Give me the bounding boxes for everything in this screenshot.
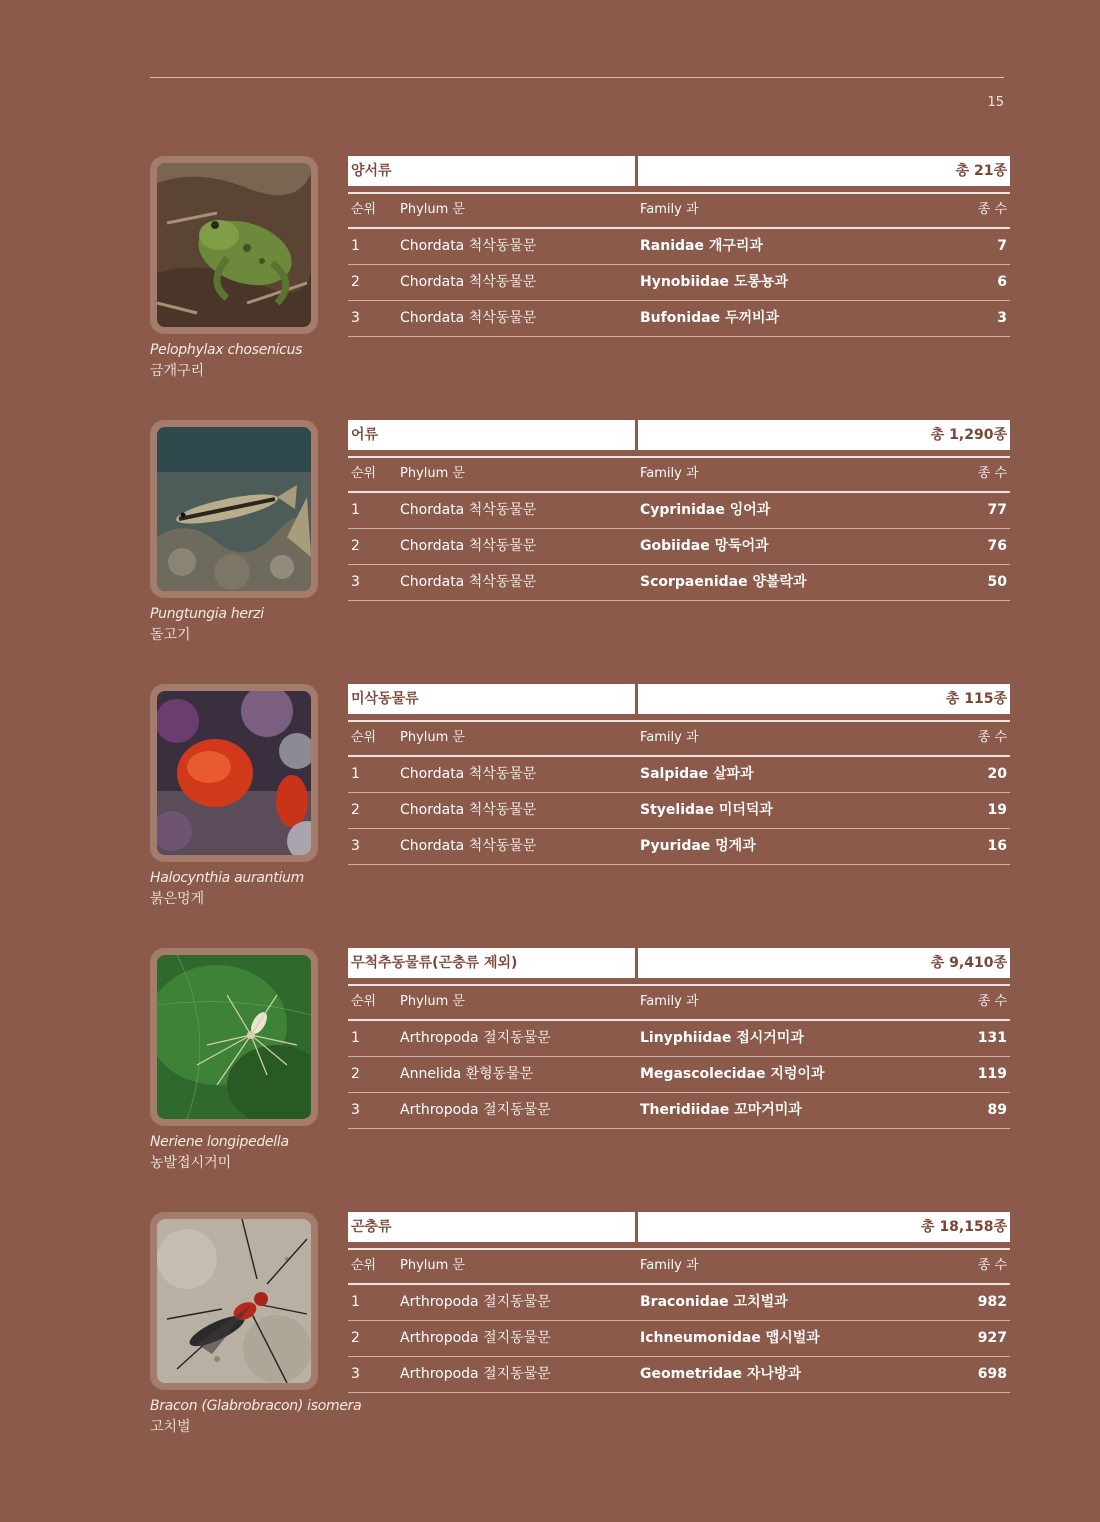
header-family: Family 과 — [640, 466, 699, 481]
photo-frame — [150, 156, 318, 334]
header-family: Family 과 — [640, 730, 699, 745]
korean-name: 금개구리 — [150, 363, 205, 379]
scientific-name: Neriene longipedella — [150, 1134, 289, 1150]
photo-caption — [150, 604, 264, 646]
table-header — [348, 456, 1010, 493]
korean-name: 농발접시거미 — [150, 1155, 232, 1171]
category-title: 어류 — [348, 420, 635, 450]
rank-cell: 3 — [351, 1366, 360, 1382]
table-row — [348, 229, 1010, 265]
scientific-name: Halocynthia aurantium — [150, 870, 304, 886]
count-cell: 16 — [987, 838, 1007, 854]
photo-frame — [150, 684, 318, 862]
photo-caption — [150, 1396, 361, 1438]
rank-cell: 2 — [351, 538, 360, 554]
category-title: 무척추동물류(곤충류 제외) — [348, 948, 635, 978]
family-cell: Braconidae 고치벌과 — [640, 1294, 788, 1310]
table-header — [348, 984, 1010, 1021]
family-cell: Salpidae 살파과 — [640, 766, 754, 782]
count-cell: 3 — [997, 310, 1007, 326]
count-cell: 6 — [997, 274, 1007, 290]
table-title-row — [348, 420, 1010, 452]
count-cell: 89 — [987, 1102, 1007, 1118]
table-row — [348, 1321, 1010, 1357]
family-cell: Megascolecidae 지렁이과 — [640, 1066, 825, 1082]
table-row — [348, 793, 1010, 829]
rank-cell: 3 — [351, 310, 360, 326]
family-cell: Bufonidae 두꺼비과 — [640, 310, 780, 326]
top-rule — [150, 77, 1004, 78]
phylum-cell: Chordata 척삭동물문 — [400, 310, 537, 326]
count-cell: 927 — [977, 1330, 1007, 1346]
family-cell: Scorpaenidae 양볼락과 — [640, 574, 807, 590]
table-row — [348, 1057, 1010, 1093]
table-title-row — [348, 948, 1010, 980]
rank-cell: 2 — [351, 1330, 360, 1346]
family-cell: Styelidae 미더덕과 — [640, 802, 773, 818]
rank-cell: 1 — [351, 1294, 360, 1310]
header-count: 종 수 — [977, 466, 1007, 481]
header-phylum: Phylum 문 — [400, 1258, 465, 1273]
spider-photo — [157, 955, 311, 1119]
count-cell: 77 — [987, 502, 1007, 518]
header-count: 종 수 — [977, 730, 1007, 745]
table-row — [348, 757, 1010, 793]
table-row — [348, 1093, 1010, 1129]
rank-cell: 1 — [351, 238, 360, 254]
section-fish — [0, 420, 1100, 670]
header-rank: 순위 — [351, 466, 377, 481]
table-header — [348, 1248, 1010, 1285]
table-title-row — [348, 1212, 1010, 1244]
photo-frame — [150, 948, 318, 1126]
rank-cell: 3 — [351, 838, 360, 854]
species-table — [348, 156, 1010, 337]
photo-caption — [150, 1132, 289, 1174]
phylum-cell: Chordata 척삭동물문 — [400, 238, 537, 254]
total-count: 총 1,290종 — [638, 420, 1010, 450]
family-cell: Ichneumonidae 맵시벌과 — [640, 1330, 820, 1346]
page-number: 15 — [987, 95, 1004, 110]
korean-name: 붉은멍게 — [150, 891, 205, 907]
sea-squirt-photo — [157, 691, 311, 855]
total-count: 총 9,410종 — [638, 948, 1010, 978]
rank-cell: 1 — [351, 1030, 360, 1046]
scientific-name: Pungtungia herzi — [150, 606, 264, 622]
count-cell: 119 — [977, 1066, 1007, 1082]
section-invertebrates — [0, 948, 1100, 1198]
section-insects — [0, 1212, 1100, 1462]
header-rank: 순위 — [351, 1258, 377, 1273]
phylum-cell: Arthropoda 절지동물문 — [400, 1294, 551, 1310]
count-cell: 982 — [977, 1294, 1007, 1310]
section-tunicates — [0, 684, 1100, 934]
header-rank: 순위 — [351, 730, 377, 745]
family-cell: Ranidae 개구리과 — [640, 238, 763, 254]
header-rank: 순위 — [351, 994, 377, 1009]
table-row — [348, 301, 1010, 337]
family-cell: Linyphiidae 접시거미과 — [640, 1030, 804, 1046]
family-cell: Theridiidae 꼬마거미과 — [640, 1102, 802, 1118]
korean-name: 돌고기 — [150, 627, 191, 643]
count-cell: 50 — [987, 574, 1007, 590]
rank-cell: 3 — [351, 574, 360, 590]
table-row — [348, 265, 1010, 301]
rank-cell: 3 — [351, 1102, 360, 1118]
rank-cell: 1 — [351, 766, 360, 782]
count-cell: 19 — [987, 802, 1007, 818]
count-cell: 76 — [987, 538, 1007, 554]
phylum-cell: Chordata 척삭동물문 — [400, 574, 537, 590]
count-cell: 7 — [997, 238, 1007, 254]
family-cell: Pyuridae 멍게과 — [640, 838, 756, 854]
phylum-cell: Arthropoda 절지동물문 — [400, 1330, 551, 1346]
species-table — [348, 420, 1010, 601]
family-cell: Geometridae 자나방과 — [640, 1366, 802, 1382]
phylum-cell: Chordata 척삭동물문 — [400, 274, 537, 290]
count-cell: 698 — [977, 1366, 1007, 1382]
table-row — [348, 529, 1010, 565]
header-family: Family 과 — [640, 1258, 699, 1273]
table-header — [348, 720, 1010, 757]
table-row — [348, 493, 1010, 529]
photo-frame — [150, 420, 318, 598]
rank-cell: 2 — [351, 274, 360, 290]
rank-cell: 2 — [351, 1066, 360, 1082]
scientific-name: Bracon (Glabrobracon) isomera — [150, 1398, 362, 1414]
count-cell: 131 — [977, 1030, 1007, 1046]
table-row — [348, 1021, 1010, 1057]
header-family: Family 과 — [640, 994, 699, 1009]
rank-cell: 1 — [351, 502, 360, 518]
header-count: 종 수 — [977, 994, 1007, 1009]
table-title-row — [348, 684, 1010, 716]
phylum-cell: Annelida 환형동물문 — [400, 1066, 534, 1082]
family-cell: Hynobiidae 도롱뇽과 — [640, 274, 788, 290]
phylum-cell: Chordata 척삭동물문 — [400, 538, 537, 554]
species-table — [348, 948, 1010, 1129]
phylum-cell: Arthropoda 절지동물문 — [400, 1102, 551, 1118]
wasp-photo — [157, 1219, 311, 1383]
category-title: 양서류 — [348, 156, 635, 186]
photo-caption — [150, 340, 302, 382]
species-table — [348, 1212, 1010, 1393]
frog-photo — [157, 163, 311, 327]
photo-caption — [150, 868, 304, 910]
header-count: 종 수 — [977, 1258, 1007, 1273]
phylum-cell: Chordata 척삭동물문 — [400, 802, 537, 818]
header-phylum: Phylum 문 — [400, 730, 465, 745]
header-count: 종 수 — [977, 202, 1007, 217]
header-phylum: Phylum 문 — [400, 202, 465, 217]
total-count: 총 21종 — [638, 156, 1010, 186]
species-table — [348, 684, 1010, 865]
table-header — [348, 192, 1010, 229]
table-row — [348, 1357, 1010, 1393]
table-row — [348, 1285, 1010, 1321]
table-title-row — [348, 156, 1010, 188]
phylum-cell: Arthropoda 절지동물문 — [400, 1030, 551, 1046]
count-cell: 20 — [987, 766, 1007, 782]
category-title: 곤충류 — [348, 1212, 635, 1242]
table-row — [348, 565, 1010, 601]
header-phylum: Phylum 문 — [400, 994, 465, 1009]
korean-name: 고치벌 — [150, 1419, 191, 1435]
fish-photo — [157, 427, 311, 591]
photo-frame — [150, 1212, 318, 1390]
table-row — [348, 829, 1010, 865]
category-title: 미삭동물류 — [348, 684, 635, 714]
phylum-cell: Chordata 척삭동물문 — [400, 502, 537, 518]
header-phylum: Phylum 문 — [400, 466, 465, 481]
total-count: 총 115종 — [638, 684, 1010, 714]
phylum-cell: Chordata 척삭동물문 — [400, 766, 537, 782]
family-cell: Gobiidae 망둑어과 — [640, 538, 769, 554]
total-count: 총 18,158종 — [638, 1212, 1010, 1242]
rank-cell: 2 — [351, 802, 360, 818]
scientific-name: Pelophylax chosenicus — [150, 342, 303, 358]
phylum-cell: Arthropoda 절지동물문 — [400, 1366, 551, 1382]
header-family: Family 과 — [640, 202, 699, 217]
phylum-cell: Chordata 척삭동물문 — [400, 838, 537, 854]
section-amphibians — [0, 156, 1100, 406]
family-cell: Cyprinidae 잉어과 — [640, 502, 771, 518]
header-rank: 순위 — [351, 202, 377, 217]
